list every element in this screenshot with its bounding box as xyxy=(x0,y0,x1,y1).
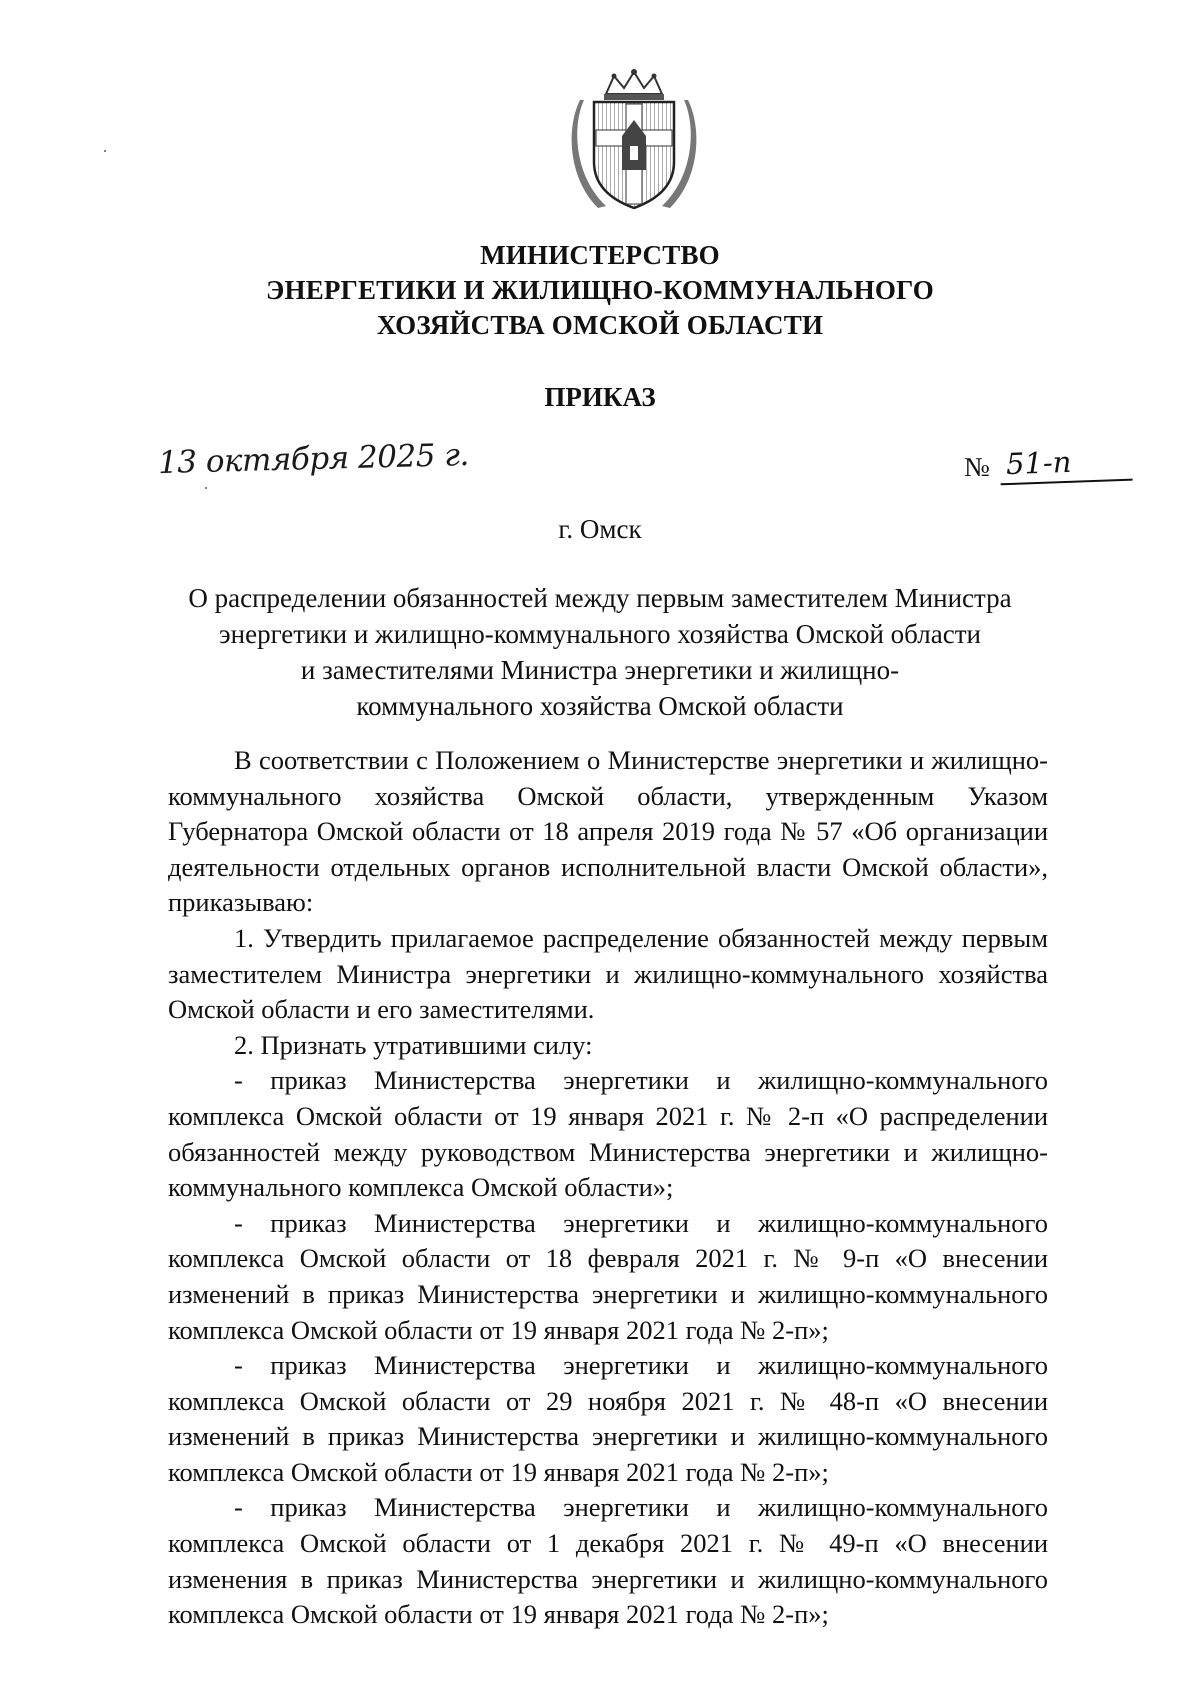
body-paragraph: 1. Утвердить прилагаемое распределение обязанностей между первым заместителем Министра энергетики и жилищно-коммунального хозяйства Омской области и его заместителями. xyxy=(168,922,1048,1025)
subject-line: энергетики и жилищно-коммунального хозяйства Омской области xyxy=(219,619,981,649)
body-paragraph: - приказ Министерства энергетики и жилищно-коммунального комплекса Омской области от 18 февраля 2021 г. № 9-п «О внесении изменений в приказ Министерства энергетики и жилищно-коммунального комплекса Омской области от 19 января 2021 года № 2-п»; xyxy=(168,1207,1048,1345)
coat-of-arms-emblem xyxy=(566,66,702,214)
header-line: ЭНЕРГЕТИКИ И ЖИЛИЩНО-КОММУНАЛЬНОГО xyxy=(265,275,935,305)
body-paragraph: - приказ Министерства энергетики и жилищно-коммунального комплекса Омской области от 1 декабря 2021 г. № 49-п «О внесении изменения в приказ Министерства энергетики и жилищно-коммунального комплекса Омской области от 19 января 2021 года № 2-п»; xyxy=(168,1492,1048,1630)
body-paragraph: 2. Признать утратившими силу: xyxy=(234,1029,593,1060)
header-line: МИНИСТЕРСТВО xyxy=(480,240,720,270)
scan-speck xyxy=(205,487,207,489)
scan-speck xyxy=(104,150,106,152)
document-title: ПРИКАЗ xyxy=(544,382,656,412)
order-body xyxy=(168,743,1048,1633)
body-paragraph: В соответствии с Положением о Министерстве энергетики и жилищно-коммунального хозяйства Омской области, утвержденным Указом Губернатора Омской области от 18 апреля 2019 года № 57 «Об организации деятельности отдельных органов исполнительной власти Омской области», приказываю: xyxy=(168,745,1048,918)
subject-line: коммунального хозяйства Омской области xyxy=(356,691,844,721)
order-subject xyxy=(180,580,1020,724)
handwritten-date: 13 октября 2025 г. xyxy=(157,436,470,482)
ministry-header xyxy=(150,238,1050,343)
body-paragraph: - приказ Министерства энергетики и жилищно-коммунального комплекса Омской области от 19 января 2021 г. № 2-п «О распределении обязанностей между руководством Министерства энергетики и жилищно-коммунального комплекса Омской области»; xyxy=(168,1065,1048,1203)
number-label: № xyxy=(964,452,990,482)
order-number xyxy=(964,445,1132,483)
header-line: ХОЗЯЙСТВА ОМСКОЙ ОБЛАСТИ xyxy=(376,310,824,340)
body-paragraph: - приказ Министерства энергетики и жилищно-коммунального комплекса Омской области от 29 ноября 2021 г. № 48-п «О внесении изменений в приказ Министерства энергетики и жилищно-коммунального комплекса Омской области от 19 января 2021 года № 2-п»; xyxy=(168,1350,1048,1487)
city-line: г. Омск xyxy=(558,514,642,544)
subject-line: О распределении обязанностей между первым заместителем Министра xyxy=(188,583,1012,613)
handwritten-number: 51-п xyxy=(999,443,1132,486)
subject-line: и заместителями Министра энергетики и жилищно- xyxy=(300,655,900,685)
